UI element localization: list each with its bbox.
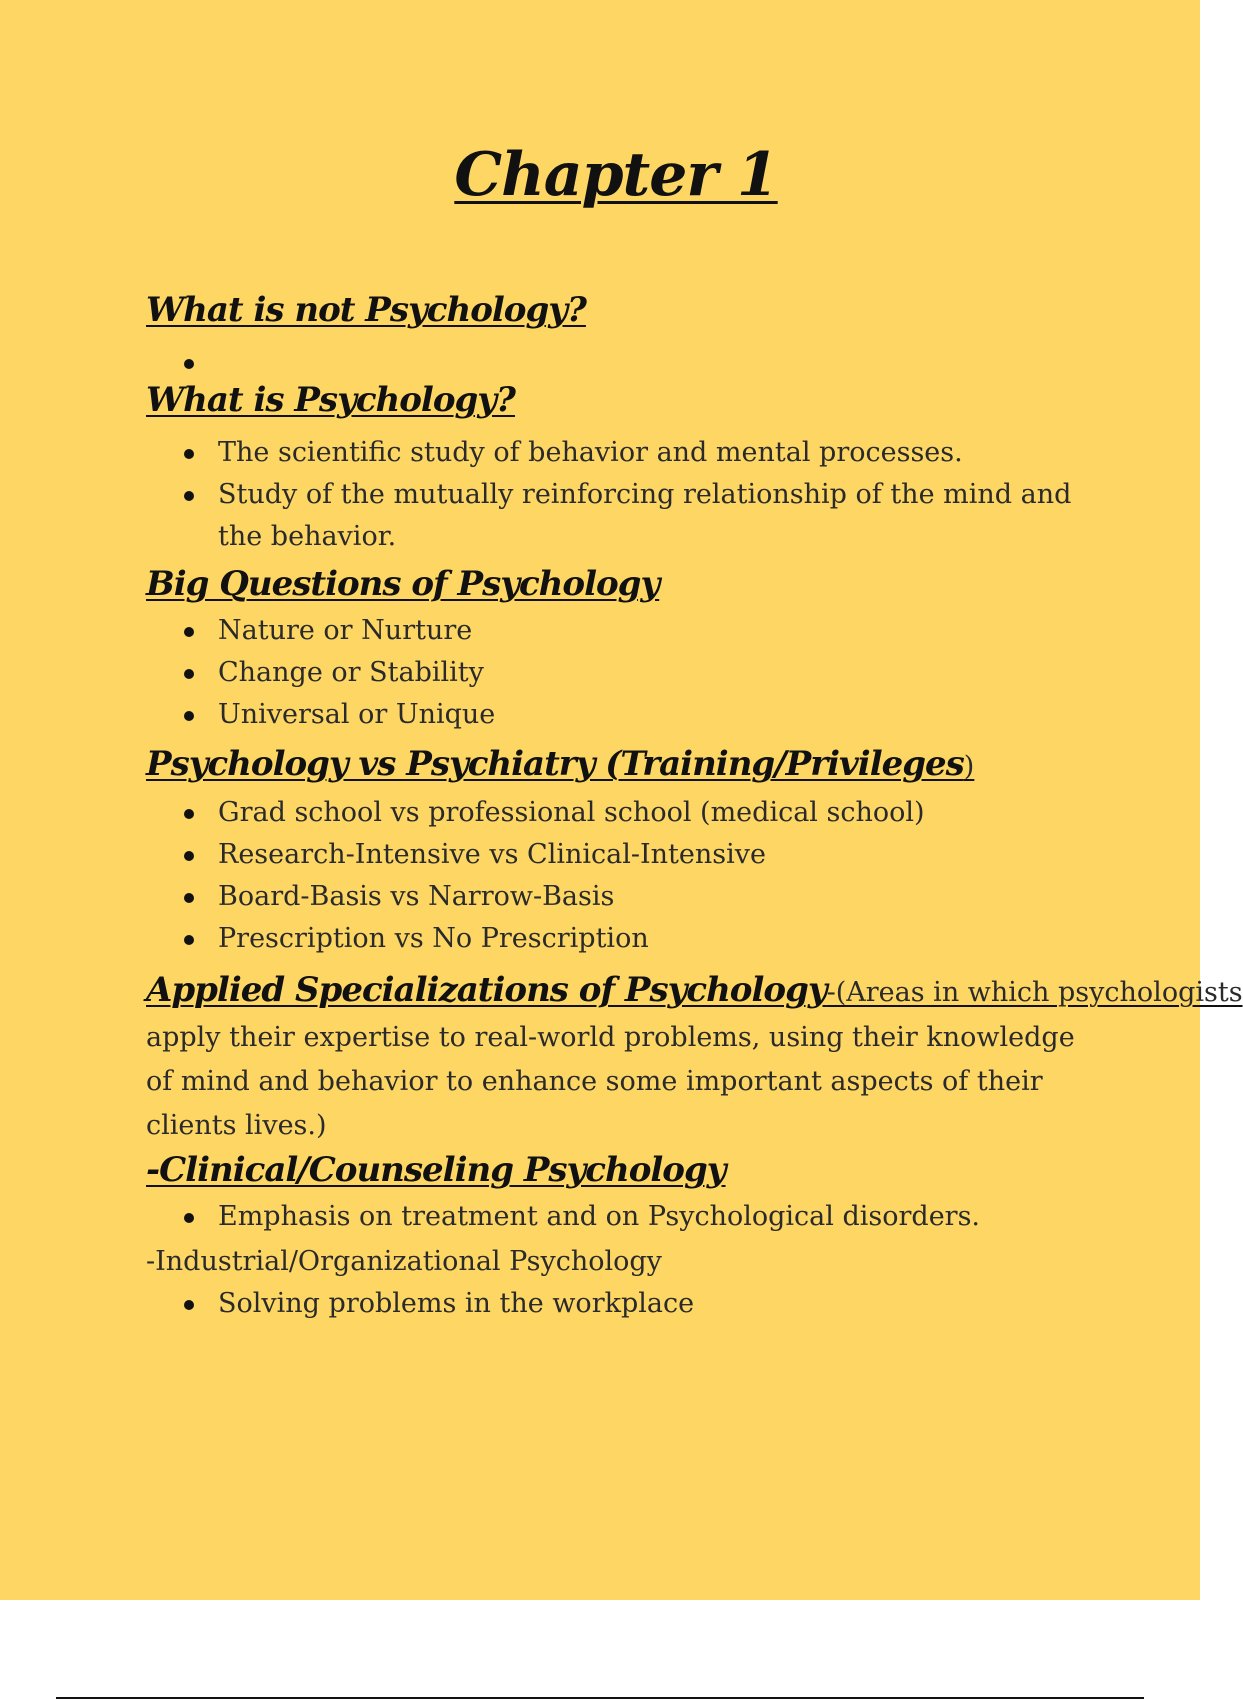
- list-psychology-vs-psychiatry: [146, 792, 1086, 960]
- heading-what-is-not-psychology: What is not Psychology?: [146, 290, 586, 330]
- heading-clinical-counseling: -Clinical/Counseling Psychology: [146, 1150, 726, 1190]
- list-item: Nature or Nurture: [146, 610, 1086, 652]
- bullet-icon: [184, 1300, 194, 1310]
- list-item: Change or Stability: [146, 652, 1086, 694]
- list-item: Grad school vs professional school (medical school): [146, 792, 1086, 834]
- list-item: Solving problems in the workplace: [146, 1283, 1086, 1325]
- bullet-icon: [184, 809, 194, 819]
- bullet-icon: [184, 491, 194, 501]
- footer-rule: [56, 1697, 1144, 1699]
- applied-description: apply their expertise to real-world problems, using their knowledge of mind and behavior to enhance some important aspects of their clients lives.): [146, 1022, 1075, 1141]
- list-item: Universal or Unique: [146, 694, 1086, 736]
- heading-big-questions: Big Questions of Psychology: [146, 564, 660, 604]
- heading-what-is-psychology: What is Psychology?: [146, 380, 515, 420]
- list-item: Board-Basis vs Narrow-Basis: [146, 876, 1086, 918]
- heading-industrial-organizational: -Industrial/Organizational Psychology: [146, 1246, 662, 1277]
- list-industrial: [146, 1283, 1086, 1325]
- bullet-icon: [184, 627, 194, 637]
- heading-applied-specializations: Applied Specializations of Psychology-(Areas in which psychologists: [146, 970, 1243, 1010]
- heading-psychology-vs-psychiatry: Psychology vs Psychiatry (Training/Privileges): [146, 744, 975, 784]
- bullet-icon: [184, 669, 194, 679]
- chapter-title: Chapter 1: [454, 140, 778, 210]
- bullet-icon: [184, 935, 194, 945]
- bullet-icon: [184, 449, 194, 459]
- list-psychology: [146, 432, 1086, 558]
- list-big-questions: [146, 610, 1086, 736]
- bullet-icon: [184, 359, 194, 369]
- list-item: Emphasis on treatment and on Psychological disorders.: [146, 1196, 1086, 1238]
- bullet-icon: [184, 893, 194, 903]
- bullet-icon: [184, 1213, 194, 1223]
- bullet-icon: [184, 851, 194, 861]
- list-item: Study of the mutually reinforcing relationship of the mind and the behavior.: [146, 474, 1086, 558]
- list-item: The scientific study of behavior and mental processes.: [146, 432, 1086, 474]
- bullet-icon: [184, 711, 194, 721]
- list-item: Prescription vs No Prescription: [146, 918, 1086, 960]
- list-item: Research-Intensive vs Clinical-Intensive: [146, 834, 1086, 876]
- list-clinical: [146, 1196, 1086, 1238]
